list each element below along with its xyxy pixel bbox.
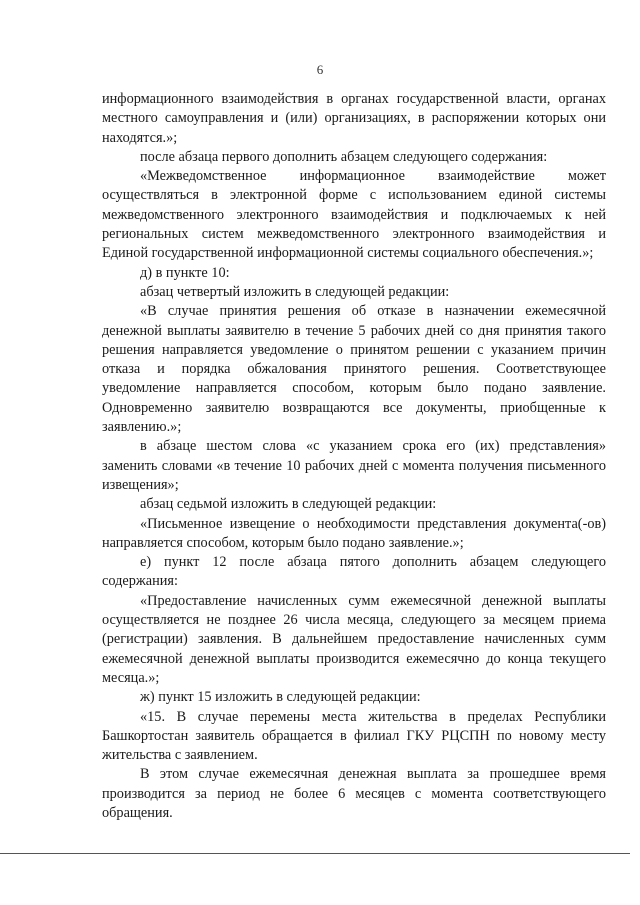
paragraph: информационного взаимодействия в органах государственной власти, органах местного самоуправления и (или) организациях, в распоряжении которых они находятся.»; <box>102 91 606 146</box>
page-bottom-rule <box>0 853 630 854</box>
paragraph: д) в пункте 10: <box>140 264 230 281</box>
paragraph: в абзаце шестом слова «с указанием срока его (их) представления» заменить словами «в течение 10 рабочих дней с момента получения письменного извещения»; <box>102 438 606 493</box>
document-body <box>102 90 606 823</box>
paragraph: после абзаца первого дополнить абзацем следующего содержания: <box>140 148 548 165</box>
paragraph: «Предоставление начисленных сумм ежемесячной денежной выплаты осуществляется не позднее 26 числа месяца, следующего за месяцем приема (регистрации) заявления. В дальнейшем предоставление начисленных сумм ежемесячной денежной выплаты производится ежемесячно до конца текущего месяца.»; <box>102 592 606 686</box>
paragraph: «Межведомственное информационное взаимодействие может осуществляться в электронной форме с использованием единой системы межведомственного электронного взаимодействия и подключаемых к ней региональных систем межведомственного электронного взаимодействия и Единой государственной информационной системы социального обеспечения.»; <box>102 168 606 262</box>
paragraph: «В случае принятия решения об отказе в назначении ежемесячной денежной выплаты заявителю в течение 5 рабочих дней со дня принятия такого решения направляется уведомление о принятом решении с указанием причин отказа и порядка обжалования принятого решения. Соответствующее уведомление направляется способом, которым было подано заявление. Одновременно заявителю возвращаются все документы, приобщенные к заявлению.»; <box>102 303 606 436</box>
paragraph: В этом случае ежемесячная денежная выплата за прошедшее время производится за период не более 6 месяцев с момента соответствующего обращения. <box>102 766 606 821</box>
paragraph: абзац седьмой изложить в следующей редакции: <box>140 496 437 513</box>
paragraph: ж) пункт 15 изложить в следующей редакции: <box>140 689 421 706</box>
page-number: 6 <box>316 62 324 77</box>
paragraph: е) пункт 12 после абзаца пятого дополнить абзацем следующего содержания: <box>102 554 606 590</box>
paragraph: «Письменное извещение о необходимости представления документа(-ов) направляется способом, которым было подано заявление.»; <box>102 515 606 551</box>
paragraph: «15. В случае перемены места жительства в пределах Республики Башкортостан заявитель обращается в филиал ГКУ РЦСПН по новому месту жительства с заявлением. <box>102 708 606 764</box>
paragraph: абзац четвертый изложить в следующей редакции: <box>140 283 450 300</box>
